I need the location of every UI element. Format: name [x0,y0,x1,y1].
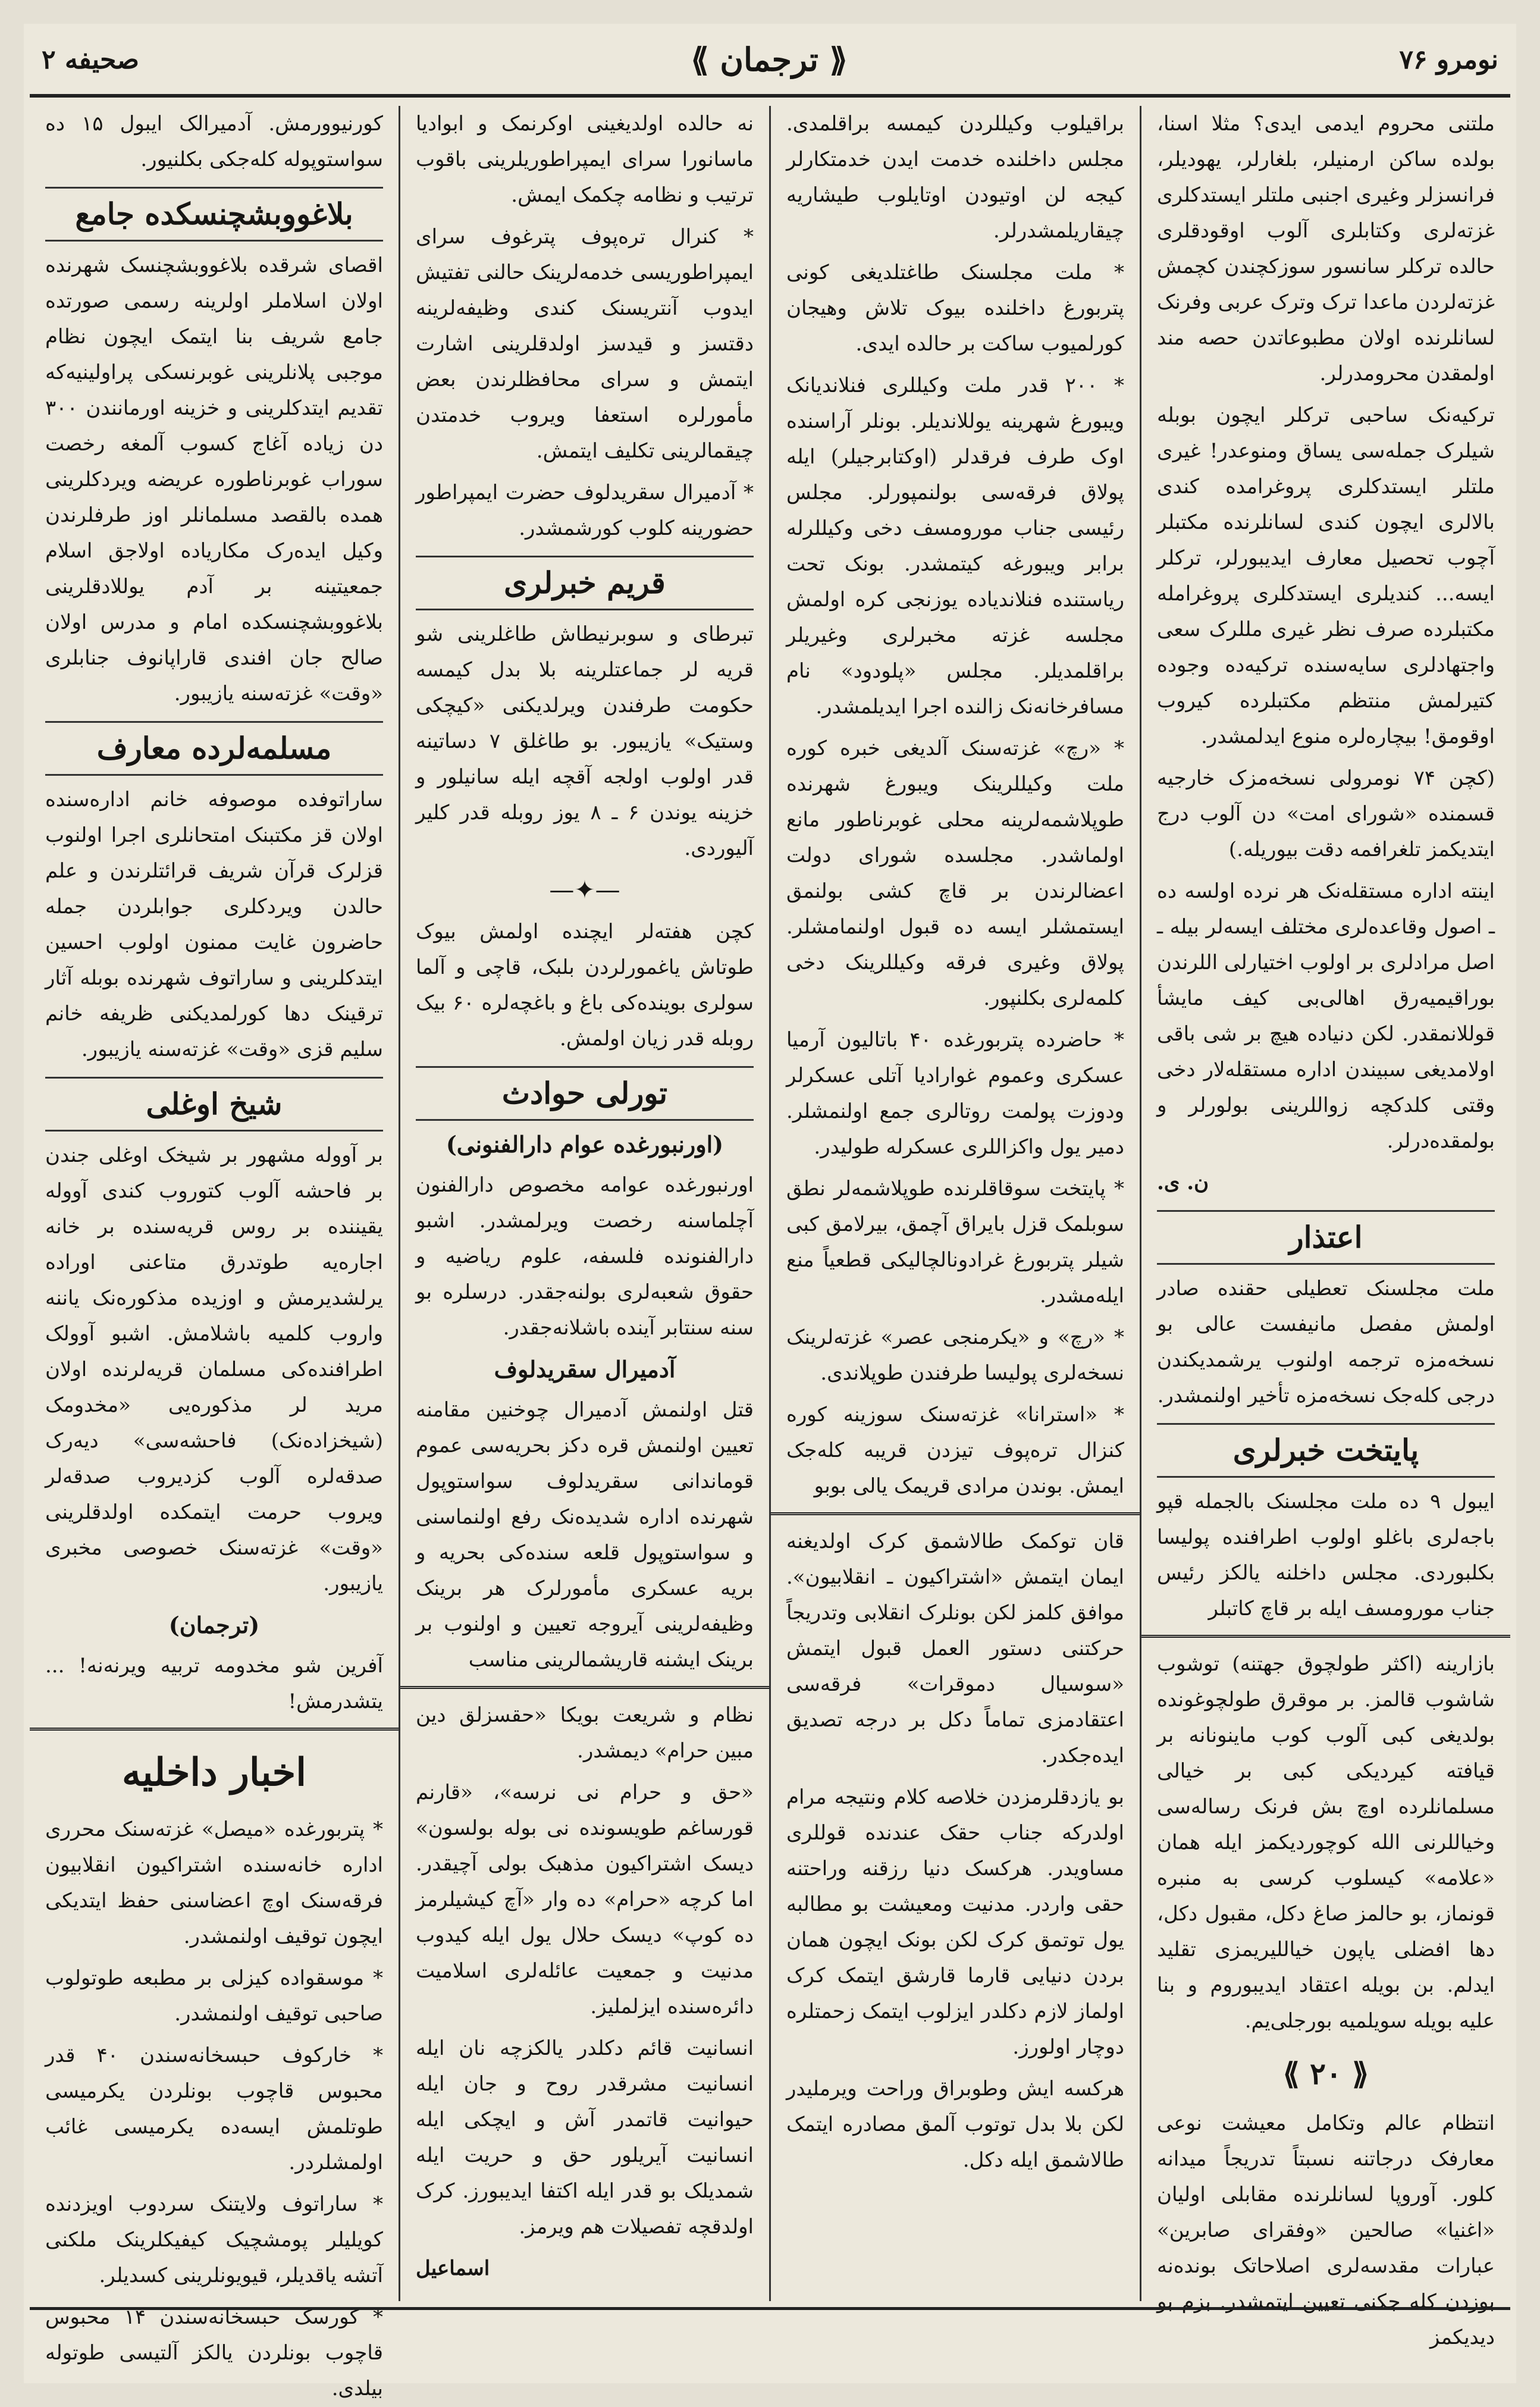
article-text: (کچن ۷۴ نومرولی نسخه‌مزک خارجیه قسمنده «شورای امت» دن آلوب درج ایتدیکمز تلغرافمه دقت بیوریله.) [1157,766,1495,861]
article-text: بو یازدقلرمزدن خلاصه کلام ونتیجه مرام اولدرکه جناب حقک عندنده قوللری مساویدر. هرکسک دنیا رزقنه وراحتنه حقی واردر. مدنیت ومعیشت بو مطالبه یول توتمق کرک لکن بونک ایچون همان بردن دنیایی قارما قارشق ایتمک کرک اولماز لازم دکلدر ایزلوب ایتمک زحمتلره دوچار اولورز. [786,1785,1124,2059]
section-heading-mosque: بلاغووبشچنسکده جامع [45,187,383,242]
newspaper-page [24,24,1516,2400]
section-heading-crimea-news: قریم خبرلری [416,556,754,610]
paper-name: ترجمان [720,40,818,79]
divider [1141,1635,1510,1638]
section-number: ⟪ ۲۰ ⟫ [1282,2056,1369,2091]
signature: اسماعیل [416,2256,490,2280]
subheading-university: (اورنبورغده عوام دارالفنونی) [446,1131,724,1158]
article-text: کورنیوورمش. آدمیرالک ایبول ۱۵ ده سواستوپوله کله‌جکی بکلنیور. [45,112,383,171]
article-text: «حق و حرام نی نرسه»، «قارنم قورساغم طویسونده نی بوله بولسون» دیسک اشتراکیون مذهبک بولی آچیقدر. اما کرچه «حرام» ده وار «آچ کیشیلرمز ده کوپ» دیسک حلال یول ایله کیدوب مدنیت و جمعیت عائله‌لری اسلامیت دائره‌سنده ایزلملیز. [416,1781,754,2019]
article-text: * خارکوف حبسخانه‌سندن ۴۰ قدر محبوس قاچوب بونلردن یکرمیسی طوتلمش ایسه‌ده یکرمیسی غائب اولمشلردر. [45,2044,383,2174]
section-heading-internal-news: اخبار داخلیه [122,1750,306,1795]
section-heading-various-events: تورلی حوادث [416,1066,754,1121]
article-text: * پتربورغده «میصل» غزته‌سنک محرری اداره خانه‌سنده اشتراکیون انقلابیون فرقه‌سنک اوچ اعضاسنی حفظ ایتدیکی ایچون توقیف اولنمشدر. [45,1817,383,1948]
article-text: انسانیت قائم دکلدر یالکزچه نان ایله انسانیت مشرقدر روح و جان ایله حیوانیت قاتمدر آش و ایچکی ایله انسانیت آیریلور حق و حریت ایله شمدیلک بو قدر ایله اکتفا ایدیبورز. کرک اولدقچه تفصیلات هم ویرمز. [416,2036,754,2239]
article-text: اورنبورغده عوامه مخصوص دارالفنون آچلماسنه رخصت ویرلمشدر. اشبو دارالفنونده فلسفه، علوم ریاضیه و حقوق شعبه‌لری بولنه‌جقدر. درسلره بو سنه سنتابر آینده باشلانه‌جقدر. [416,1173,754,1340]
article-text: * «رچ» و «یکرمنجی عصر» غزته‌لرینک نسخه‌لری پولیسا طرفندن طوپلاندی. [786,1325,1124,1385]
article-text: قان توکمک طالاشمق کرک اولدیغنه ایمان ایتمش «اشتراکیون ـ انقلابیون». موافق کلمز لکن بونلرک انقلابی وتدریجاً حرکتنی دستور العمل قبول ایتمش «سوسیال دموقرات» فرقه‌سی اعتقادمزی تماماً دکل بر درجه تصدیق ایده‌جکدر. [786,1530,1124,1767]
article-text: نه حالده اولدیغینی اوکرنمک و ابوادیا ماسانورا سرای ایمپراطوریلرینی باقوب ترتیب و نظامه چکمک ایمش. [416,112,754,207]
section-heading-education: مسلمه‌لرده معارف [45,721,383,776]
signature: ن. ی. [1157,1171,1209,1195]
columns [30,106,1510,2400]
masthead-rule [30,94,1510,98]
article-text: اینته اداره مستقله‌نک هر نرده اولسه ده ـ اصول وقاعده‌لری مختلف ایسه‌لر بیله ـ اصل مرادلری بر اولوب اختیارلی اللرندن بوراقیمیه‌رق اهالی‌بی کیف مایشأ قوللانمقدر. لکن دنیاده هیچ بر شی باقی اولامدیغی سبیندن اداره مستقله‌لار دخی وقتی کلدکچه زواللرینی بولورلر و بولمقده‌درلر. [1157,879,1495,1153]
article-text: نظام و شریعت بویکا «حقسزلق دین مبین حرام» دیمشدر. [416,1703,754,1763]
article-text: * پایتخت سوقاقلرنده طوپلاشمه‌لر نطق سوبلمک قزل بایراق آچمق، بیرلامق کبی شیلر پتربورغ غرادونالچالیکی قطعیاً منع ایله‌مشدر. [786,1177,1124,1308]
article-text: ساراتوفده موصوفه خانم اداره‌سنده اولان قز مکتبنک امتحانلری اجرا اولنوب قزلرک قرآن شریف قرائتلرندن و علم حالدن ویردکلری جوابلردن جمله حاضرون غایت ممنون اولوب احسین ایتدکلرینی و ساراتوف شهرنده بوبله آثار ترقینک دها کورلمدیکنی ظریفه خانم سلیم قزی «وقت» غزته‌سنه یازیبور. [45,788,383,1061]
column-2 [769,106,1140,2301]
article-text: * ۲۰۰ قدر ملت وکیللری فنلاندیانک ویبورغ شهرینه یوللاندیلر. بونلر آراسنده اوک طرف فرقدلر (اوکتابرجیلر) ایله پولاق فرقه‌سی بولنمپورلر. مجلس رئیسی جناب مورومسف دخی وکیللرله برابر ویبورغه کیتمشدر. بونک تحت ریاستنده فنلاندیاده یوزنجی کره اولمش مجلسه غزته مخبرلری وغیریلر براقلمدیلر. مجلس «پلودود» نام مسافرخانه‌نک زالنده اجرا ایدیلمشدر. [786,374,1124,719]
masthead [24,24,1516,95]
issue-number: نومرو ۷۶ [1399,44,1498,75]
article-text: قتل اولنمش آدمیرال چوخنین مقامنه تعیین اولنمش قره دکز بحریه‌سی عموم قوماندانی سقریدلوف سواستوپول شهرنده اداره شدیده‌نک رفع اولنماسنی و سواستوپول قلعه سنده‌کی بحریه و بریه عسکری مأمورلرک هر برینک وظیفه‌لرینی آیروجه تعیین و اولنوب بر برینک ایشنه قاریشمالرینی مناسب [416,1398,754,1672]
column-4 [30,106,399,2400]
article-text: بازارینه (اکثر طولچوق جهتنه) توشوب شاشوب قالمز. بر موقرق طولچوغونده بولدیغی کبی آلوب کوب ماینونانه بر قیافته کیردیکی کبی بر خیالی مسلمانلرده اوچ بش فرنک رساله‌سی وخیاللرنی الله کوچوردیکمز ایله همان «علامه» کیسلوب کرسی به منبره قونماز، بو حالمز صاغ دکل، مقبول دکل، دها افضلی یاپون خیاللیریمزی تقلید ایدلم. بن بویله اعتقاد ایدیبوروم و بنا علیه بویله سویلمیه بورجلی‌یم. [1157,1652,1495,2033]
source-label: (ترجمان) [168,1612,260,1638]
column-1 [1140,106,1510,2349]
divider [771,1512,1140,1515]
article-text: براقیلوب وکیللردن کیمسه براقلمدی. مجلس داخلنده خدمت ایدن خدمتکارلر کیجه لن اوتیودن اوتایلوب طیشاریه چیقاریلمشدرلر. [786,112,1124,243]
article-text: آفرین شو مخدومه تربیه ویرنه‌نه! ... یتشدرمش! [45,1654,383,1713]
article-text: اقصای شرقده بلاغووبشچنسک شهرنده اولان اسلاملر اولرینه رسمی صورتده جامع شریف بنا ایتمک ایچون نظام موجبی پلانلرینی غوبرنسکی پراولینیه‌که تقدیم ایتدکلرینی و خزینه اورمانندن ۳۰۰ دن زیاده آغاج کسوب آلمغه رخصت سوراب غوبرناطوره عریضه ویردکلرینی همده بالقصد مسلمانلر اوز طرفلرندن وکیل ایده‌رک مکاریاده اولاجق اسلام جمعیتینه بر آدم یوللادقلرینی بلاغووبشچنسکده امام و مدرس اولان صالح جان افندی قاراپانوف جنابلری «وقت» غزته‌سنه یازیبور. [45,253,383,706]
article-text: هرکسه ایش وطوبراق وراحت ویرملیدر لکن بلا بدل توتوب آلمق مصادره ایتمک طالاشمق ایله دکل. [786,2077,1124,2172]
article-text: * کورسک حبسخانه‌سندن ۱۴ محبوس قاچوب بونلردن یالکز آلتیسی طوتوله بیلدی. [45,2305,383,2400]
article-text: بر آووله مشهور بر شیخک اوغلی جندن بر فاحشه آلوب کتوروب کندی آووله یقیننده بر روس قریه‌سنده بر خانه اجاره‌یه طوتدرق متاعنی اوراده یرلشدیرمش و اوزیده مذکوره‌نک یاننه واروب کلمیه باشلامش. اشبو آوولک اطرافنده‌کی مسلمان قریه‌لرنده اولان مرید لر مذکوره‌یی «مخدومک (شیخزاده‌نک) فاحشه‌سی» دیه‌رک صدقه‌لره آلوب کزدیروب صدقه‌لر ویروب حرمت ایتمکده اولدقلرینی «وقت» غزته‌سنک خصوصی مخبری یازیبور. [45,1143,383,1596]
page-number: صحیفه ۲ [42,44,139,75]
article-text: انتظام عالم وتکامل معیشت نوعی معارفک درجاتنه نسبتاً تدریجاً میدانه کلور. آوروپا لسانلرنده مقابلی اولیان «اغنیا» صالحین «وفقرای صابرین» عبارات مقدسه‌لری اصلاحاتک بونده‌نه بوزدن کله جکنی تعیین ایتمشدر. بزم بو دیدیکمز [1157,2111,1495,2349]
subheading-admiral: آدمیرال سقریدلوف [494,1356,676,1383]
section-heading-apology: اعتذار [1157,1210,1495,1265]
article-text: * ساراتوف ولایتنک سردوب اویزدنده کویلیلر پومشچیک کیفیکلرینک ملکنی آتشه یاقدیلر، قیویونلرینی کسدیلر. [45,2192,383,2287]
article-text: * موسقواده کیزلی بر مطبعه طوتولوب صاحبی توقیف اولنمشدر. [45,1966,383,2026]
article-text: کچن هفته‌لر ایچنده اولمش بیوک طوتاش یاغمورلردن بلبک، قاچی و آلما سولری بوینده‌کی باغ و باغچه‌لره ۶۰ بیک روبله قدر زیان اولمش. [416,920,754,1051]
article-text: ایبول ۹ ده ملت مجلسنک بالجمله قپو باجه‌لری باغلو اولوب اطرافنده پولیسا بکلبوردی. مجلس داخلنه یالکز رئیس جناب مورومسف ایله بر قاچ کاتبلر [1157,1490,1495,1621]
article-text: * «استرانا» غزته‌سنک سوزینه کوره کنزال تره‌پوف تیزدن قریبه کله‌جک ایمش. بوندن مرادی قریمک یالی بوبو [786,1403,1124,1498]
ornament-divider: —✦— [549,875,620,904]
article-text: ترکیه‌نک ساحبی ترکلر ایچون بوبله شیلرک جمله‌سی یساق ومنوعدر! غیری ملتلر ایستدکلری پروغرامده کندی بالالری ایچون کندی لسانلرنده مکتبلر آچوب تحصیل معارف ایدیبورلر، ترکلر ایسه... کندیلری ایستدکلری پروغرامله مکتبلرده صرف نظر غیری مللرک سعی واجتهادلری سایه‌سنده ترکیه‌ده وجوده کتیرلمش منتظم مکتبلرده کیروب اوقومق! بیچاره‌لره منوع ایدلمشدر. [1157,403,1495,748]
article-text: * ملت مجلسنک طاغتلدیغی کونی پتربورغ داخلنده بیوک تلاش وهیجان کورلمیوب ساکت بر حالده ایدی. [786,261,1124,356]
divider [30,1728,399,1731]
column-3 [399,106,769,2301]
section-heading-sheikh-son: شیخ اوغلی [45,1077,383,1132]
section-number-value: ۲۰ [1310,2056,1342,2091]
section-heading-capital-news: پایتخت خبرلری [1157,1423,1495,1478]
article-text: ملتنی محروم ایدمی ایدی؟ مثلا اسنا، بولده ساکن ارمنیلر، بلغارلر، یهودیلر، فرانسزلر وغیری اجنبی ملتلر ایستدکلری غزته‌لری وکتابلری آلوب اوقودقلری حالده ترکلر سانسور سوزکچندن کچمش غزته‌لردن ماعدا ترک وترک عربی وفرنک لسانلرنده اولان مطبوعاتدن حصه مند اولمقدن محرومدرلر. [1157,112,1495,386]
article-text: تبرطای و سوبرنیطاش طاغلرینی شو قریه لر جماعتلرینه بلا بدل کیمسه حکومت طرفندن ویرلدیکنی «کیچکی وستیک» یازیبور. بو طاغلق ۷ دساتینه قدر اولوب اولجه آقچه ایله سانیلور و خزینه یوندن ۶ ـ ۸ یوز روبله قدر کلیر آلیوردی. [416,622,754,860]
article-text: * آدمیرال سقریدلوف حضرت ایمپراطور حضورینه کلوب کورشمشدر. [416,481,754,540]
article-text: * کنرال تره‌پوف پترغوف سرای ایمپراطوریسی خدمه‌لرینک حالنی تفتیش ایدوب آنتریسنک کندی وظیفه‌لرینه دقتسز و قیدسز اولدقلرینی اشارت ایتمش و سرای محافظلرندن بعض مأمورلره استعفا ویروب خدمتدن چیقمالرینی تکلیف ایتمش. [416,225,754,463]
article-text: ملت مجلسنک تعطیلی حقنده صادر اولمش مفصل مانیفست عالی بو نسخه‌مزه ترجمه اولنوب یرشمدیکندن درجی کله‌جک نسخه‌مزه تأخیر اولنمشدر. [1157,1277,1495,1408]
paper-title: ⟪ ترجمان ⟫ [691,40,848,79]
article-text: * «رچ» غزته‌سنک آلدیغی خبره کوره ملت وکیللرینک ویبورغ شهرنده طوپلاشمه‌لرینه محلی غوبرناطور مانع اولماشدر. مجلسده شورای دولت اعضالرندن بر قاچ کشی بولنمق ایستمشلر ایسه ده قبول اولنمامشلر. پولاق وغیری فرقه وکیللرینک دخی کلمه‌لری بکلنپور. [786,736,1124,1010]
divider [400,1686,769,1689]
article-text: * حاضرده پتربورغده ۴۰ باتالیون آرمیا عسکری وعموم غوارادیا آتلی عسکرلر ودوزت پولمت روتالری جمع اولنمشلر. دمیر یول واکزاللری عسکرله طولیدر. [786,1028,1124,1159]
bottom-rule [30,2307,1510,2310]
